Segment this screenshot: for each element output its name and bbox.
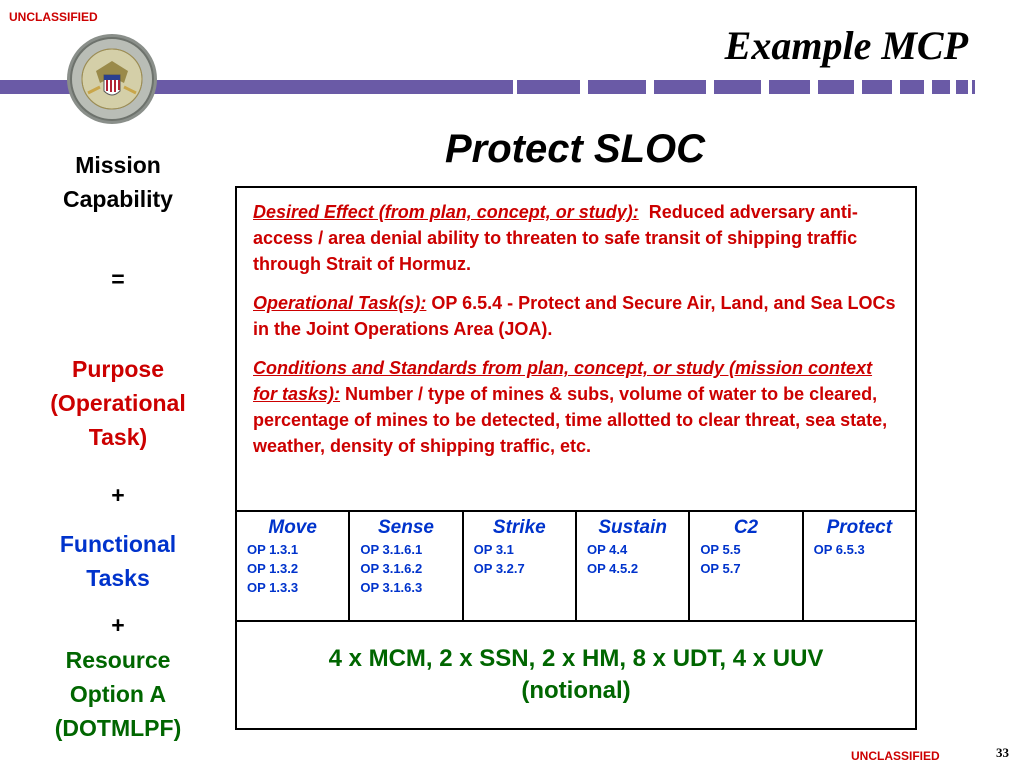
mission-capability-label xyxy=(20,148,216,216)
op-code: OP 1.3.2 xyxy=(247,561,299,576)
resource-option-label xyxy=(20,643,216,745)
function-name: Sustain xyxy=(598,517,667,538)
op-code: OP 5.7 xyxy=(700,561,741,576)
functional-tasks-row xyxy=(237,512,915,622)
effect-section xyxy=(237,188,915,512)
resource-list: 4 x MCM, 2 x SSN, 2 x HM, 8 x UDT, 4 x UUV (notional) xyxy=(328,645,824,704)
resource-line-3: (DOTMLPF) xyxy=(54,715,182,741)
function-cell-protect xyxy=(804,512,915,620)
function-cell-strike xyxy=(464,512,577,620)
mcp-table xyxy=(235,186,917,730)
resource-line-1: Resource xyxy=(65,647,171,673)
joint-staff-seal xyxy=(66,33,158,125)
plus-sign-2: + xyxy=(111,612,125,638)
classification-bottom: UNCLASSIFIED xyxy=(851,749,940,763)
page-number: 33 xyxy=(996,745,1009,760)
purpose-line-2: (Operational xyxy=(50,390,186,416)
op-code: OP 3.1.6.3 xyxy=(360,580,423,595)
purpose-line-3: Task) xyxy=(88,424,148,450)
function-name: Sense xyxy=(378,517,434,538)
purpose-line-1: Purpose xyxy=(71,356,165,382)
conditions-standards xyxy=(253,355,901,459)
operational-tasks-text: OP 6.5.4 - Protect and Secure Air, Land, and Sea LOCs in the Joint Operations Area (JOA). xyxy=(253,293,896,339)
op-code: OP 3.2.7 xyxy=(473,561,525,576)
function-name: C2 xyxy=(733,517,759,538)
op-code: OP 3.1 xyxy=(473,542,514,557)
function-name: Strike xyxy=(492,517,546,538)
op-code: OP 6.5.3 xyxy=(813,542,865,557)
desired-effect-label: Desired Effect (from plan, concept, or study): xyxy=(253,202,639,222)
op-code: OP 1.3.3 xyxy=(247,580,299,595)
desired-effect-text: Reduced adversary anti-access / area denial ability to threaten to safe transit of shipping traffic through Strait of Hormuz. xyxy=(253,202,858,274)
purpose-label xyxy=(20,352,216,454)
function-cell-c2 xyxy=(690,512,803,620)
op-code: OP 3.1.6.1 xyxy=(360,542,423,557)
resource-section xyxy=(237,622,915,728)
classification-top: UNCLASSIFIED xyxy=(9,10,98,24)
mission-line-1: Mission xyxy=(75,152,161,178)
op-code: OP 4.5.2 xyxy=(586,561,639,576)
resource-line-2: Option A xyxy=(69,681,167,707)
function-name: Protect xyxy=(826,517,893,538)
op-code: OP 5.5 xyxy=(700,542,741,557)
slide-title: Example MCP xyxy=(724,23,968,68)
functional-line-2: Tasks xyxy=(86,565,150,591)
op-code: OP 3.1.6.2 xyxy=(360,561,423,576)
functional-line-1: Functional xyxy=(59,531,177,557)
operational-tasks xyxy=(253,290,901,342)
operational-tasks-label: Operational Task(s): xyxy=(253,293,427,313)
function-cell-sense xyxy=(350,512,463,620)
slide-subtitle: Protect SLOC xyxy=(444,127,706,171)
function-cell-sustain xyxy=(577,512,690,620)
op-code: OP 1.3.1 xyxy=(247,542,299,557)
functional-tasks-label xyxy=(20,527,216,595)
conditions-label: Conditions and Standards from plan, concept, or study (mission context for tasks): xyxy=(253,358,873,404)
mission-line-2: Capability xyxy=(63,186,173,212)
desired-effect xyxy=(253,199,901,277)
equals-sign: = xyxy=(111,266,125,292)
op-code: OP 4.4 xyxy=(586,542,628,557)
function-cell-move xyxy=(237,512,350,620)
conditions-text: Number / type of mines & subs, volume of water to be cleared, percentage of mines to be detected, time allotted to clear threat, sea state, weather, density of shipping traffic, etc. xyxy=(253,384,888,456)
plus-sign-1: + xyxy=(111,482,125,508)
function-name: Move xyxy=(268,517,317,538)
